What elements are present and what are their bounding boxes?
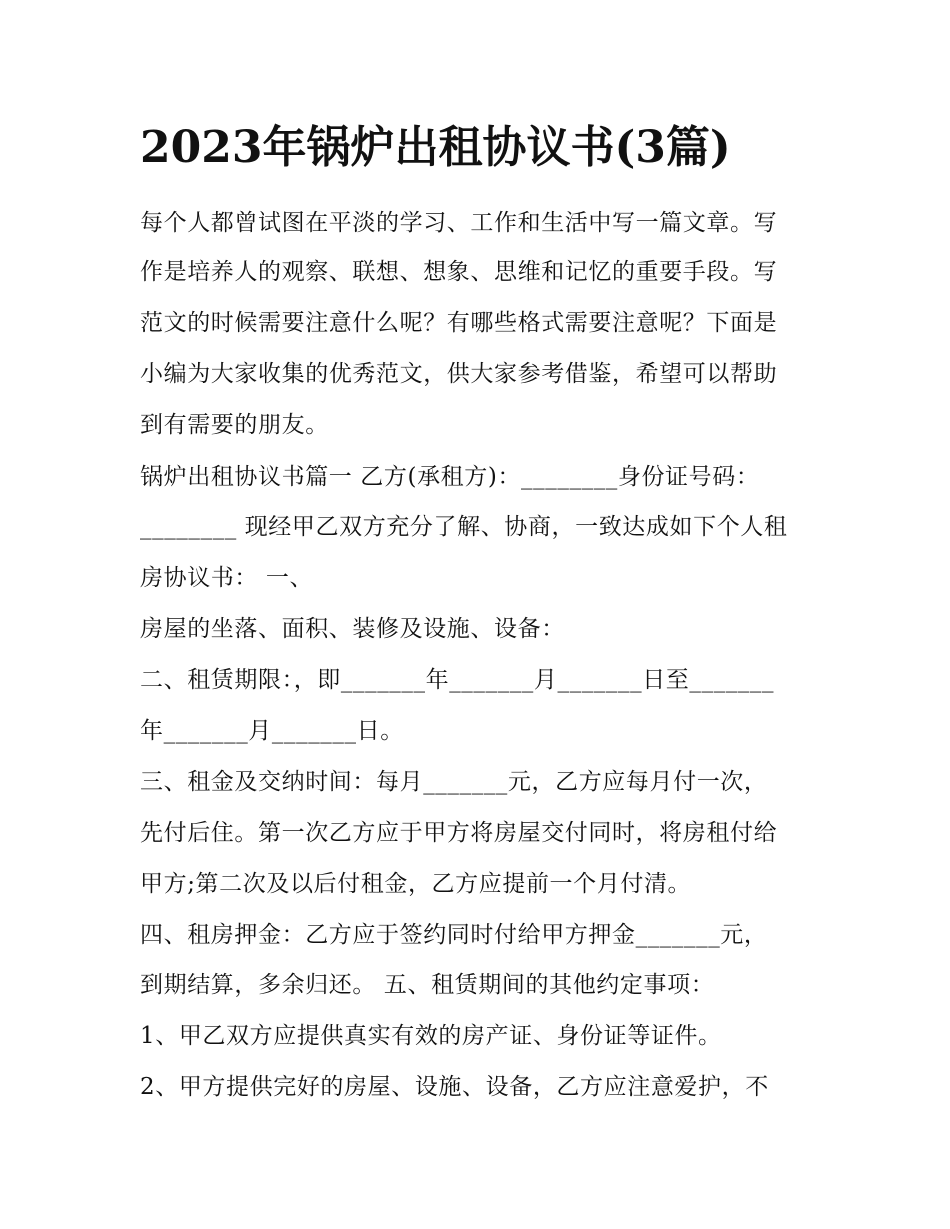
body-line: 年_______月_______日。 [140, 718, 404, 744]
body-line: ________ 现经甲乙双方充分了解、协商，一致达成如下个人租 [140, 514, 788, 540]
body-line: 1、甲乙双方应提供真实有效的房产证、身份证等证件。 [140, 1023, 722, 1049]
document-title: 2023年锅炉出租协议书(3篇) [140, 122, 731, 173]
body-line: 每个人都曾试图在平淡的学习、工作和生活中写一篇文章。写 [140, 210, 778, 236]
body-line: 到期结算，多余归还。 五、租赁期间的其他约定事项： [140, 972, 715, 998]
body-line: 甲方;第二次及以后付租金，乙方应提前一个月付清。 [140, 871, 692, 897]
body-line: 四、租房押金：乙方应于签约同时付给甲方押金_______元， [140, 922, 768, 948]
body-line: 二、租赁期限：，即_______年_______月_______日至_______ [140, 667, 775, 693]
body-line: 作是培养人的观察、联想、想象、思维和记忆的重要手段。写 [140, 259, 778, 285]
body-line: 范文的时候需要注意什么呢？有哪些格式需要注意呢？下面是 [140, 310, 778, 336]
body-line: 2、甲方提供完好的房屋、设施、设备，乙方应注意爱护，不 [140, 1074, 769, 1100]
body-line: 房屋的坐落、面积、装修及设施、设备： [140, 616, 565, 642]
body-line: 小编为大家收集的优秀范文，供大家参考借鉴，希望可以帮助 [140, 361, 778, 387]
body-line: 到有需要的朋友。 [140, 412, 329, 438]
body-line: 锅炉出租协议书篇一 乙方(承租方)：________身份证号码： [140, 464, 760, 490]
body-line: 先付后住。第一次乙方应于甲方将房屋交付同时，将房租付给 [140, 820, 778, 846]
body-line: 三、租金及交纳时间：每月_______元，乙方应每月付一次， [140, 769, 768, 795]
body-line: 房协议书： 一、 [140, 565, 314, 591]
